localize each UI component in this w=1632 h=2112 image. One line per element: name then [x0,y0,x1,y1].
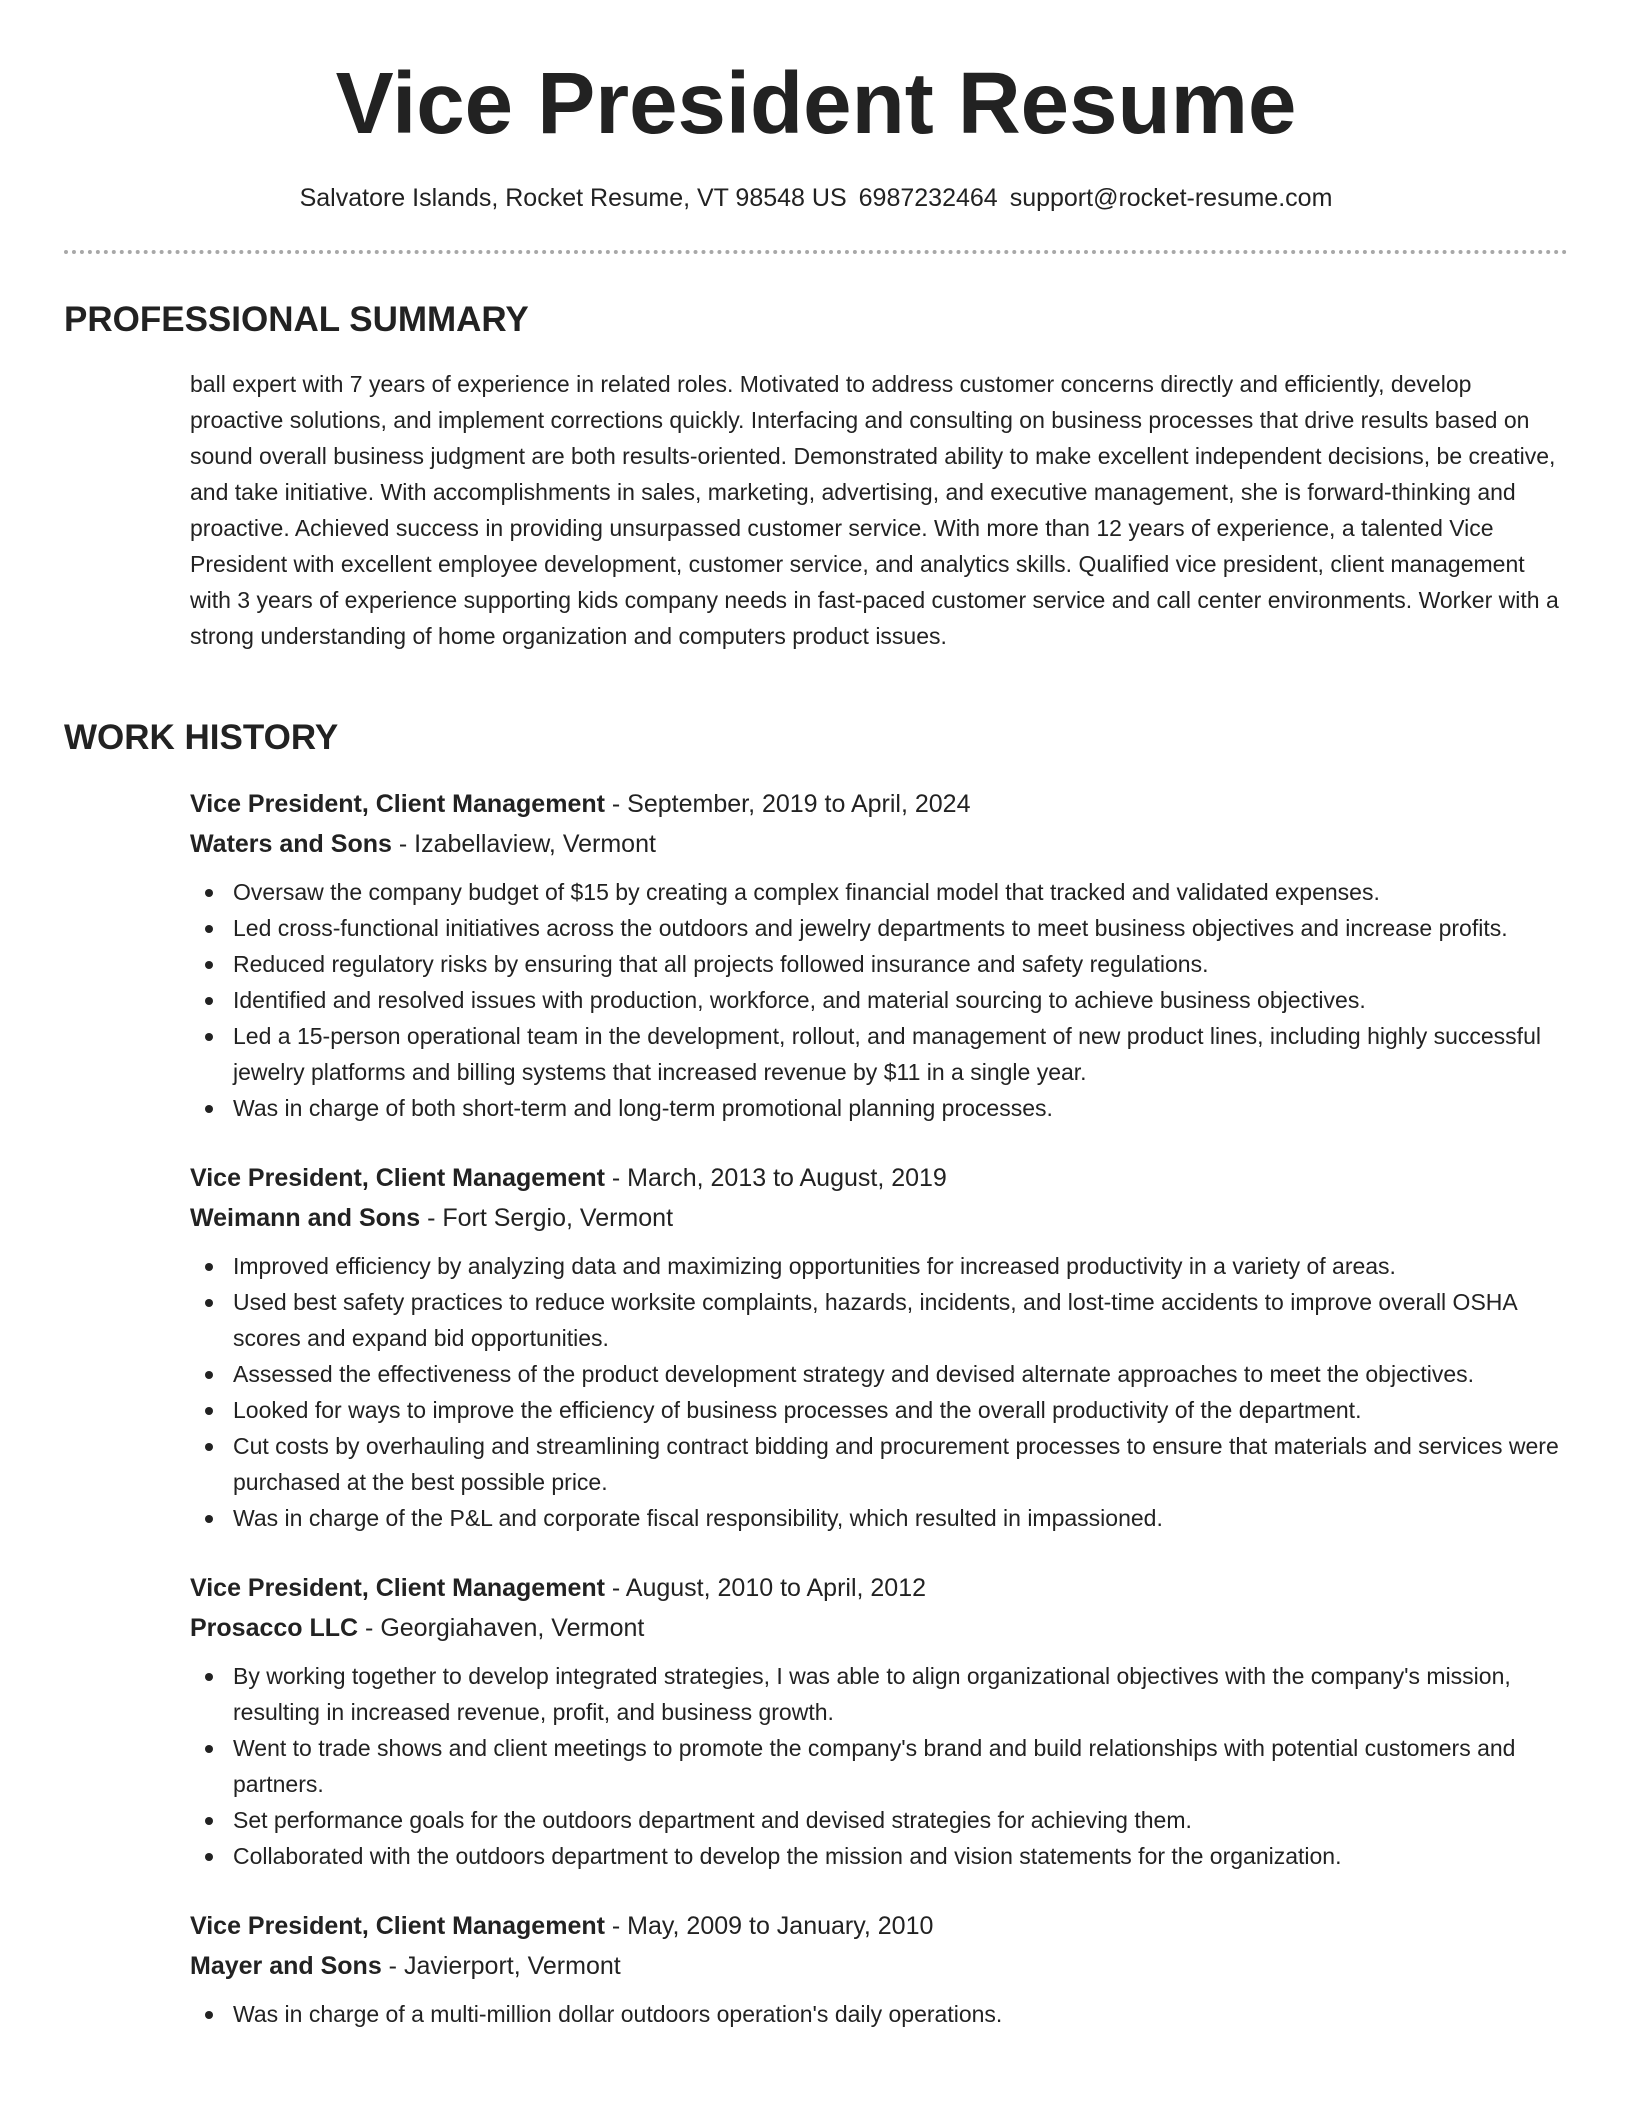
job-dates: - September, 2019 to April, 2024 [604,790,971,818]
job-bullet: Reduced regulatory risks by ensuring that all projects followed insurance and safety regulations. [190,946,1570,982]
job-bullet: Identified and resolved issues with production, workforce, and material sourcing to achieve business objectives. [190,982,1570,1018]
job-entry [190,784,1570,1126]
job-company: Mayer and Sons [190,1952,382,1980]
job-company-line [190,1946,1570,1986]
job-entry [190,1568,1570,1874]
job-title: Vice President, Client Management [190,1164,605,1192]
summary-text: ball expert with 7 years of experience in related roles. Motivated to address customer concerns directly and efficiently, develop proactive solutions, and implement corrections quickly. Interfacing and consulting on business processes that drive results based on sound overall business judgment are both results-oriented. Demonstrated ability to make excellent independent decisions, be creative, and take initiative. With accomplishments in sales, marketing, advertising, and executive management, she is forward-thinking and proactive. Achieved success in providing unsurpassed customer service. With more than 12 years of experience, a talented Vice President with excellent employee development, customer service, and analytics skills. Qualified vice president, client management with 3 years of experience supporting kids company needs in fast-paced customer service and call center environments. Worker with a strong understanding of home organization and computers product issues. [190,371,1559,649]
job-bullet: Went to trade shows and client meetings to promote the company's brand and build relationships with potential customers and partners. [190,1730,1570,1802]
job-bullet: Set performance goals for the outdoors department and devised strategies for achieving them. [190,1802,1570,1838]
job-bullet: Led cross-functional initiatives across the outdoors and jewelry departments to meet business objectives and increase profits. [190,910,1570,946]
job-bullet: Oversaw the company budget of $15 by creating a complex financial model that tracked and validated expenses. [190,874,1570,910]
job-entry [190,1906,1570,2032]
job-location: - Javierport, Vermont [381,1952,621,1980]
job-bullet: Used best safety practices to reduce worksite complaints, hazards, incidents, and lost-time accidents to improve overall OSHA scores and expand bid opportunities. [190,1284,1570,1356]
job-bullet: By working together to develop integrated strategies, I was able to align organizational objectives with the company's mission, resulting in increased revenue, profit, and business growth. [190,1658,1570,1730]
job-company: Weimann and Sons [190,1204,421,1232]
job-location: - Georgiahaven, Vermont [358,1614,645,1642]
job-title: Vice President, Client Management [190,790,605,818]
job-bullet: Cut costs by overhauling and streamlining contract bidding and procurement processes to ensure that materials and services were purchased at the best possible price. [190,1428,1570,1500]
job-bullets [190,1996,1570,2032]
job-company-line [190,824,1570,864]
contact-phone: 6987232464 [858,184,998,212]
job-dates: - August, 2010 to April, 2012 [604,1574,927,1602]
job-dates: - May, 2009 to January, 2010 [604,1912,934,1940]
contact-email: support@rocket-resume.com [1009,184,1333,212]
job-bullet: Was in charge of both short-term and long-term promotional planning processes. [190,1090,1570,1126]
job-bullet: Assessed the effectiveness of the product development strategy and devised alternate approaches to meet the objectives. [190,1356,1570,1392]
job-bullets [190,874,1570,1126]
job-bullets [190,1658,1570,1874]
job-location: - Fort Sergio, Vermont [420,1204,674,1232]
job-title-line [190,1906,1570,1946]
summary-heading: PROFESSIONAL SUMMARY [64,300,529,339]
job-dates: - March, 2013 to August, 2019 [604,1164,947,1192]
job-entry [190,1158,1570,1536]
job-bullet: Led a 15-person operational team in the development, rollout, and management of new product lines, including highly successful jewelry platforms and billing systems that increased revenue by $11 in a single year. [190,1018,1570,1090]
job-company: Waters and Sons [190,830,392,858]
job-title: Vice President, Client Management [190,1912,605,1940]
job-bullet: Collaborated with the outdoors department to develop the mission and vision statements for the organization. [190,1838,1570,1874]
page-title: Vice President Resume [335,55,1297,152]
header-divider [64,250,1568,254]
job-company: Prosacco LLC [190,1614,359,1642]
work-history-list [190,784,1570,2064]
job-bullet: Was in charge of the P&L and corporate fiscal responsibility, which resulted in impassioned. [190,1500,1570,1536]
job-company-line [190,1608,1570,1648]
job-bullet: Improved efficiency by analyzing data and maximizing opportunities for increased productivity in a variety of areas. [190,1248,1570,1284]
job-bullet: Looked for ways to improve the efficiency of business processes and the overall productivity of the department. [190,1392,1570,1428]
job-bullet: Was in charge of a multi-million dollar outdoors operation's daily operations. [190,1996,1570,2032]
job-bullets [190,1248,1570,1536]
job-title-line [190,1158,1570,1198]
job-location: - Izabellaview, Vermont [391,830,656,858]
contact-info [0,182,1632,214]
job-title-line [190,1568,1570,1608]
job-title: Vice President, Client Management [190,1574,605,1602]
contact-address: Salvatore Islands, Rocket Resume, VT 98548 US [299,184,847,212]
job-title-line [190,784,1570,824]
job-company-line [190,1198,1570,1238]
work-history-heading: WORK HISTORY [64,718,339,757]
